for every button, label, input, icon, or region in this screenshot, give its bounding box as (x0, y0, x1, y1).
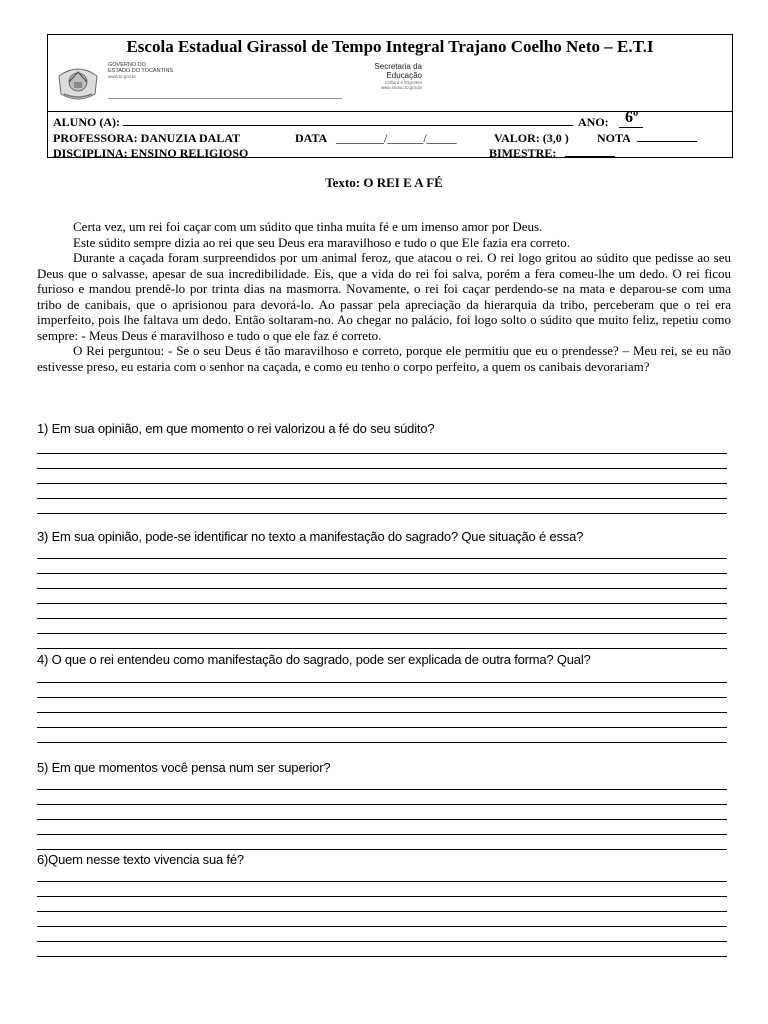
story-paragraph: Certa vez, um rei foi caçar com um súdito que tinha muita fé e um imenso amor por Deus. (73, 219, 543, 234)
answer-lines-6[interactable] (37, 867, 727, 957)
government-logo-text: GOVERNO DO ESTADO DO TOCANTINS www.to.gov.br (108, 62, 174, 79)
grade-blank (619, 117, 643, 128)
answer-line[interactable] (37, 454, 727, 469)
score-label: NOTA (597, 131, 631, 145)
story-text (37, 219, 731, 374)
state-seal-icon (55, 60, 101, 106)
subject-label: DISCIPLINA: ENSINO RELIGIOSO (53, 146, 249, 160)
answer-line[interactable] (37, 728, 727, 743)
answer-line[interactable] (37, 499, 727, 514)
subject-row (53, 146, 557, 161)
student-label: ALUNO (A): (53, 115, 120, 129)
school-name: Escola Estadual Girassol de Tempo Integral Trajano Coelho Neto – E.T.I (126, 37, 654, 56)
answer-line[interactable] (37, 634, 727, 649)
answer-line[interactable] (37, 469, 727, 484)
answer-line[interactable] (37, 713, 727, 728)
grade-value: 6º (625, 109, 639, 126)
answer-lines-3[interactable] (37, 544, 727, 649)
teacher-row (53, 131, 631, 146)
answer-line[interactable] (37, 790, 727, 805)
answer-line[interactable] (37, 820, 727, 835)
answer-line[interactable] (37, 668, 727, 683)
header-box (47, 34, 733, 158)
answer-line[interactable] (37, 927, 727, 942)
teacher-label: PROFESSORA: DANUZIA DALAT (53, 131, 241, 145)
answer-lines-5[interactable] (37, 775, 727, 850)
student-row (53, 109, 729, 130)
answer-line[interactable] (37, 882, 727, 897)
question-1: 1) Em sua opinião, em que momento o rei valorizou a fé do seu súdito? (37, 421, 435, 436)
bimester-label: BIMESTRE: (489, 146, 557, 160)
grade-label: ANO: (578, 115, 609, 129)
answer-line[interactable] (37, 835, 727, 850)
answer-line[interactable] (37, 574, 727, 589)
text-title: Texto: O REI E A FÉ (325, 175, 443, 190)
story-paragraph: Este súdito sempre dizia ao rei que seu Deus era maravilhoso e tudo o que Ele fazia era correto. (73, 234, 571, 250)
logo-divider (108, 98, 342, 99)
answer-line[interactable] (37, 867, 727, 882)
answer-line[interactable] (37, 559, 727, 574)
secretaria-logo-text: Secretaria da Educação Cultura e Esportes www.seduc.to.gov.br (374, 62, 422, 90)
bimester-blank[interactable] (565, 146, 615, 157)
answer-line[interactable] (37, 439, 727, 454)
date-label: DATA (295, 131, 328, 145)
question-4: 4) O que o rei entendeu como manifestação do sagrado, pode ser explicada de outra forma? Qual? (37, 652, 591, 667)
answer-line[interactable] (37, 912, 727, 927)
answer-line[interactable] (37, 805, 727, 820)
score-blank[interactable] (637, 131, 697, 142)
date-blank[interactable]: ________/______/_____ (336, 131, 457, 145)
story-paragraph: O Rei perguntou: - Se o seu Deus é tão maravilhoso e correto, porque ele permitiu que eu o prendesse? – Meu rei, se eu não estivesse preso, eu estaria com o senhor na caçada, e como eu tenho o corpo perfeito, a quem os canibais devorariam? (37, 343, 731, 374)
answer-line[interactable] (37, 683, 727, 698)
student-name-blank[interactable] (123, 115, 573, 126)
answer-line[interactable] (37, 698, 727, 713)
answer-lines-1[interactable] (37, 439, 727, 514)
value-label: VALOR: (3,0 ) (494, 131, 569, 145)
question-6: 6)Quem nesse texto vivencia sua fé? (37, 852, 244, 867)
answer-lines-4[interactable] (37, 668, 727, 743)
answer-line[interactable] (37, 942, 727, 957)
answer-line[interactable] (37, 775, 727, 790)
question-3: 3) Em sua opinião, pode-se identificar no texto a manifestação do sagrado? Que situação é essa? (37, 529, 584, 544)
answer-line[interactable] (37, 897, 727, 912)
answer-line[interactable] (37, 589, 727, 604)
answer-line[interactable] (37, 604, 727, 619)
answer-line[interactable] (37, 484, 727, 499)
question-5: 5) Em que momentos você pensa num ser superior? (37, 760, 331, 775)
answer-line[interactable] (37, 619, 727, 634)
story-paragraph: Durante a caçada foram surpreendidos por um animal feroz, que atacou o rei. O rei logo gritou ao súdito que pedisse ao seu Deus que o salvasse, apesar de sua incredibilidade. Eis, que a vida do rei foi salva, porém a fera comeu-lhe um dedo. O rei ficou furioso e mandou prendê-lo por trinta dias na masmorra. Novamente, o rei foi caçar perdendo-se na mata e deparou-se com uma tribo de canibais, que o aprisionou para devorá-lo. Ao passar pela apreciação da hierarquia da tribo, perceberam que o rei era imperfeito, pois lhe faltava um dedo. Então soltaram-no. Ao chegar no palácio, foi logo solto o súdito que muito feliz, repetiu como sempre: - Meus Deus é maravilhoso e tudo o que ele faz é correto. (37, 250, 731, 343)
answer-line[interactable] (37, 544, 727, 559)
